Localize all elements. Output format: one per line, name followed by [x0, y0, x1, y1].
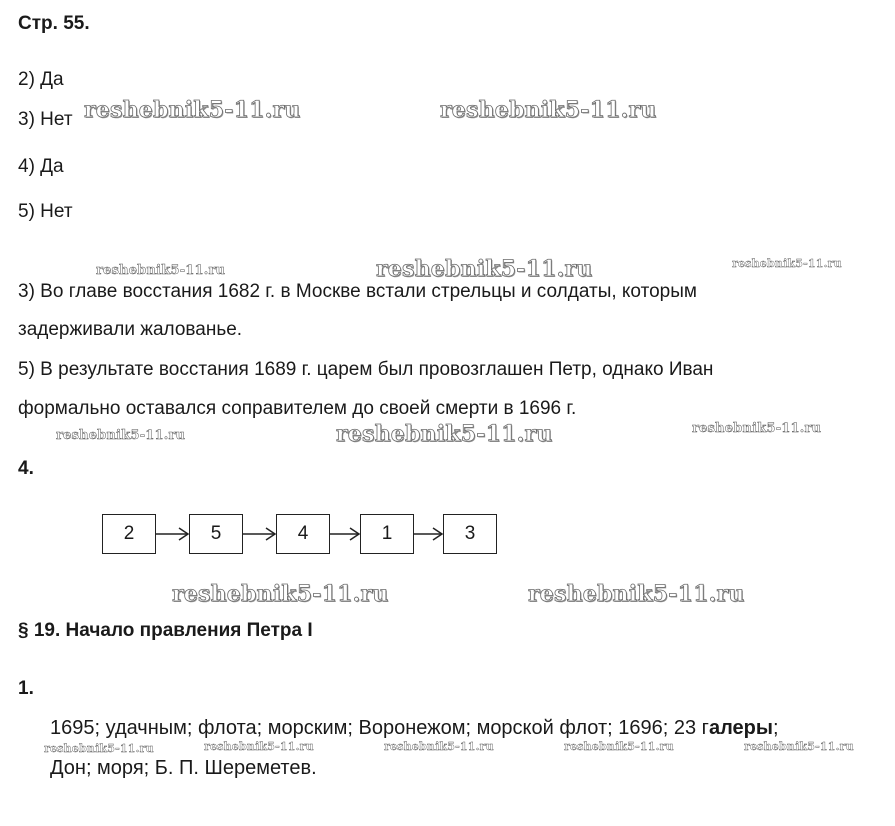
watermark: reshebnik5-11.ru [564, 740, 674, 753]
watermark: reshebnik5-11.ru [692, 421, 822, 436]
task-1-label: 1. [18, 678, 34, 699]
sequence-box-4: 1 [360, 514, 414, 554]
answer-5: 5) Нет [18, 201, 73, 222]
page-heading: Стр. 55. [18, 13, 90, 34]
watermark: reshebnik5-11.ru [56, 428, 186, 443]
arrow-right-icon [243, 528, 275, 540]
watermark: reshebnik5-11.ru [336, 421, 553, 447]
task-1-line-1-text: 1695; удачным; флота; морским; Воронежом; морской флот; 1696; 23 г [50, 717, 709, 739]
answer-2: 2) Да [18, 69, 64, 90]
watermark: reshebnik5-11.ru [204, 740, 314, 753]
watermark: reshebnik5-11.ru [744, 740, 854, 753]
watermark: reshebnik5-11.ru [84, 97, 301, 123]
paragraph-3-line-1: 3) Во главе восстания 1682 г. в Москве встали стрельцы и солдаты, которым [18, 281, 697, 302]
answer-4: 4) Да [18, 156, 64, 177]
watermark: reshebnik5-11.ru [96, 263, 226, 278]
watermark: reshebnik5-11.ru [528, 581, 745, 607]
paragraph-3-line-2: задерживали жалованье. [18, 319, 243, 340]
watermark: reshebnik5-11.ru [384, 740, 494, 753]
watermark: reshebnik5-11.ru [172, 581, 389, 607]
arrow-right-icon [156, 528, 188, 540]
task-1-line-2: Дон; моря; Б. П. Шереметев. [50, 757, 317, 779]
watermark: reshebnik5-11.ru [732, 257, 842, 270]
paragraph-5-line-2: формально оставался соправителем до своей смерти в 1696 г. [18, 398, 577, 419]
arrow-right-icon [330, 528, 359, 540]
sequence-box-2: 5 [189, 514, 243, 554]
section-title: § 19. Начало правления Петра I [18, 620, 313, 641]
sequence-box-3: 4 [276, 514, 330, 554]
answer-3: 3) Нет [18, 109, 73, 130]
paragraph-5-line-1: 5) В результате восстания 1689 г. царем был провозглашен Петр, однако Иван [18, 359, 714, 380]
arrow-right-icon [414, 528, 442, 540]
watermark: reshebnik5-11.ru [376, 256, 593, 282]
sequence-box-1: 2 [102, 514, 156, 554]
task-1-line-1-end: ; [772, 717, 779, 739]
watermark: reshebnik5-11.ru [440, 97, 657, 123]
task-1-line-1 [50, 718, 779, 738]
task-1-line-1-bold: алеры [708, 717, 773, 739]
sequence-box-5: 3 [443, 514, 497, 554]
watermark: reshebnik5-11.ru [44, 742, 154, 755]
task-4-label: 4. [18, 458, 34, 479]
